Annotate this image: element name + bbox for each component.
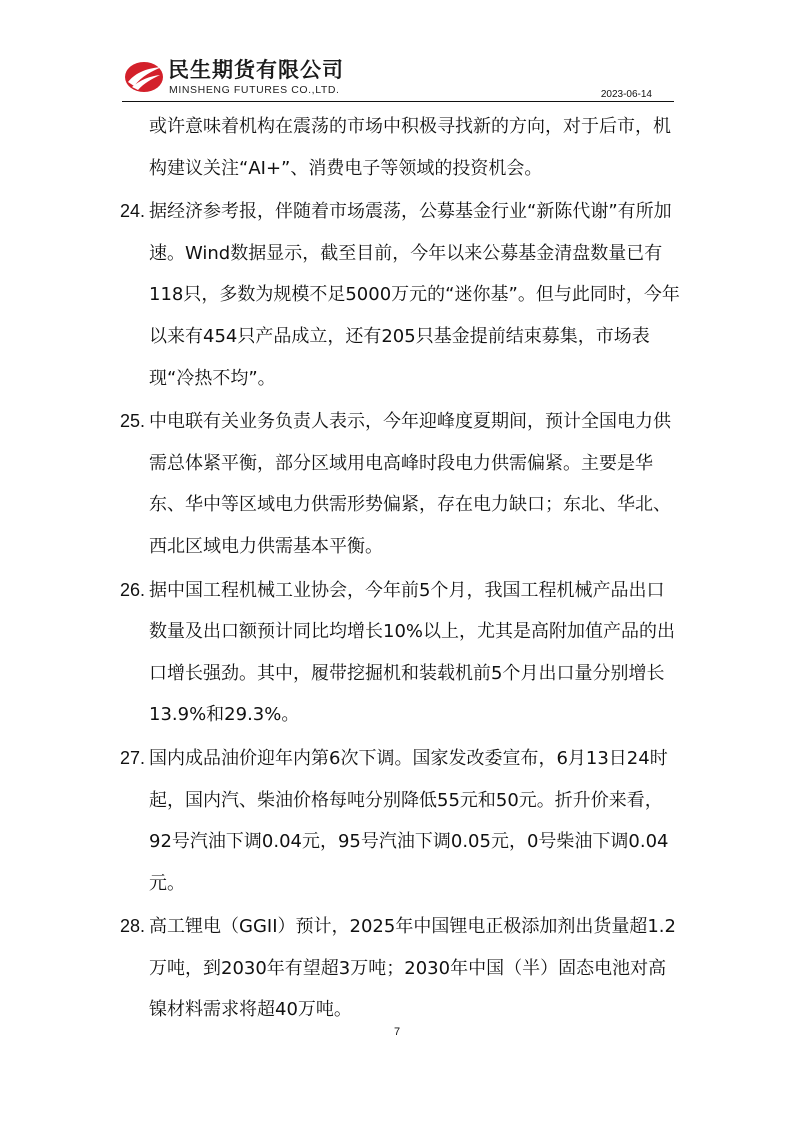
company-name-cn: 民生期货有限公司 xyxy=(168,58,344,82)
report-date: 2023-06-14 xyxy=(600,89,652,100)
list-item xyxy=(120,191,680,399)
list-item xyxy=(120,401,680,567)
item-text: 国内成品油价迎年内第6次下调。国家发改委宣布，6月13日24时起，国内汽、柴油价格每吨分别降低55元和50元。折升价来看，92号汽油下调0.04元，95号汽油下调0.05元，0号柴油下调0.04元。 xyxy=(149,747,669,894)
minsheng-logo-icon xyxy=(122,58,166,94)
list-item xyxy=(120,570,680,736)
document-body xyxy=(120,106,680,1031)
item-number: 27. xyxy=(120,747,146,768)
item-number: 24. xyxy=(120,201,146,222)
company-name-en: MINSHENG FUTURES CO.,LTD. xyxy=(169,84,340,96)
page-header xyxy=(122,52,674,102)
page-number: 7 xyxy=(393,1026,401,1038)
list-item xyxy=(120,738,680,904)
item-text: 据经济参考报，伴随着市场震荡，公募基金行业“新陈代谢”有所加速。Wind数据显示，截至目前，今年以来公募基金清盘数量已有118只，多数为规模不足5000万元的“迷你基”。但与此同时，今年以来有454只产品成立，还有205只基金提前结束募集，市场表现“冷热不均”。 xyxy=(149,201,680,389)
item-text: 高工锂电（GGII）预计，2025年中国锂电正极添加剂出货量超1.2万吨，到2030年有望超3万吨；2030年中国（半）固态电池对高镍材料需求将超40万吨。 xyxy=(149,916,676,1021)
item-number: 25. xyxy=(120,411,146,432)
item-text: 据中国工程机械工业协会，今年前5个月，我国工程机械产品出口数量及出口额预计同比均增长10%以上，尤其是高附加值产品的出口增长强劲。其中，履带挖掘机和装载机前5个月出口量分别增长13.9%和29.3%。 xyxy=(149,579,676,726)
item-number: 28. xyxy=(120,916,146,937)
header-divider xyxy=(122,101,674,102)
list-item xyxy=(120,906,680,1031)
item-number: 26. xyxy=(120,579,146,600)
continuation-paragraph: 或许意味着机构在震荡的市场中积极寻找新的方向，对于后市，机构建议关注“AI+”、消费电子等领域的投资机会。 xyxy=(149,116,671,179)
item-text: 中电联有关业务负责人表示，今年迎峰度夏期间，预计全国电力供需总体紧平衡，部分区域用电高峰时段电力供需偏紧。主要是华东、华中等区域电力供需形势偏紧，存在电力缺口；东北、华北、西北区域电力供需基本平衡。 xyxy=(149,411,671,557)
